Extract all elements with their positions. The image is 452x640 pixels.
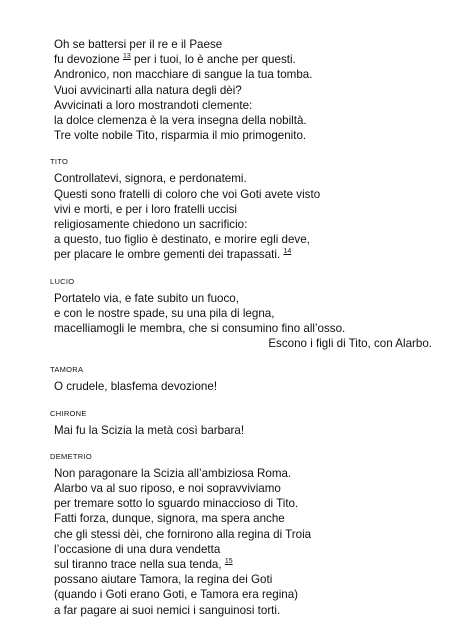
line-text: Fatti forza, dunque, signora, ma spera anche (54, 512, 285, 526)
verse-line (54, 232, 432, 247)
speaker-name: CHIRONE (50, 408, 87, 418)
verse-line (54, 306, 432, 321)
footnote-link[interactable]: 13 (122, 53, 131, 61)
line-text: l’occasione di una dura vendetta (54, 542, 221, 556)
verse-lines (50, 466, 432, 618)
verse-lines (50, 291, 432, 352)
speech-block (50, 157, 432, 262)
line-text: Escono i figli di Tito, con Alarbo. (268, 337, 432, 351)
speaker-name: DEMETRIO (50, 451, 92, 461)
line-text: e con le nostre spade, su una pila di legna, (54, 306, 275, 320)
line-text: la dolce clemenza è la vera insegna della nobiltà. (54, 114, 307, 128)
verse-line (54, 542, 432, 557)
line-text: fu devozione (54, 53, 120, 67)
verse-line (54, 52, 432, 67)
line-text: O crudele, blasfema devozione! (54, 380, 218, 394)
verse-line (54, 321, 432, 336)
verse-line (54, 202, 432, 217)
verse-lines (50, 423, 432, 438)
line-text: (quando i Goti erano Goti, e Tamora era regina) (54, 588, 299, 602)
verse-line (54, 171, 432, 186)
verse-lines (50, 379, 432, 394)
line-text-continued: per i tuoi, lo è anche per questi. (130, 53, 296, 67)
verse-line (54, 481, 432, 496)
speaker-name: TAMORA (50, 365, 84, 375)
line-text: Questi sono fratelli di coloro che voi Goti avete visto (54, 187, 321, 201)
speech-block (50, 409, 432, 438)
line-text: a questo, tuo figlio è destinato, e morire egli deve, (54, 233, 310, 247)
verse-line (54, 423, 432, 438)
line-text: macelliamogli le membra, che si consumino fino all’osso. (54, 322, 346, 336)
verse-line (54, 511, 432, 526)
verse-line (54, 128, 432, 143)
line-text: Non paragonare la Scizia all’ambiziosa Roma. (54, 466, 292, 480)
line-text: per tremare sotto lo sguardo minaccioso di Tito. (54, 497, 299, 511)
verse-line (54, 379, 432, 394)
verse-lines (50, 171, 432, 262)
speaker-name: TITO (50, 157, 69, 167)
line-text: religiosamente chiedono un sacrificio: (54, 218, 248, 232)
footnote-link[interactable]: 15 (224, 558, 233, 566)
line-text: Controllatevi, signora, e perdonatemi. (54, 172, 247, 186)
verse-line (54, 247, 432, 262)
line-text: Alarbo va al suo riposo, e noi sopravviviamo (54, 482, 281, 496)
speech-block (50, 37, 432, 143)
speech-block (50, 277, 432, 352)
verse-line (54, 187, 432, 202)
verse-line (54, 83, 432, 98)
speech-block (50, 365, 432, 394)
line-text: Andronico, non macchiare di sangue la tua tomba. (54, 68, 313, 82)
verse-line (54, 98, 432, 113)
verse-line (54, 527, 432, 542)
verse-line (54, 291, 432, 306)
line-text: per placare le ombre gementi dei trapassati. (54, 248, 281, 262)
verse-line (54, 587, 432, 602)
footnote-link[interactable]: 14 (283, 248, 292, 256)
speech-block (50, 452, 432, 618)
line-text: a far pagare ai suoi nemici i sanguinosi torti. (54, 603, 281, 617)
line-text: Mai fu la Scizia la metà così barbara! (54, 423, 245, 437)
line-text: che gli stessi dèi, che fornirono alla regina di Troia (54, 527, 312, 541)
verse-line (54, 557, 432, 572)
line-text: Portatelo via, e fate subito un fuoco, (54, 291, 239, 305)
line-text: Oh se battersi per il re e il Paese (54, 38, 223, 51)
verse-line (54, 217, 432, 232)
speaker-name: LUCIO (50, 276, 75, 286)
line-text: Vuoi avvicinarti alla natura degli dèi? (54, 83, 242, 97)
line-text: vivi e morti, e per i loro fratelli uccisi (54, 202, 237, 216)
line-text: Avvicinati a loro mostrandoti clemente: (54, 98, 253, 112)
verse-line (54, 496, 432, 511)
line-text: sul tiranno trace nella sua tenda, (54, 558, 222, 572)
verse-line (54, 67, 432, 82)
line-text: Tre volte nobile Tito, risparmia il mio primogenito. (54, 129, 307, 143)
verse-lines (50, 37, 432, 143)
verse-line (54, 603, 432, 618)
verse-line (54, 113, 432, 128)
verse-line (54, 572, 432, 587)
verse-line (54, 37, 432, 52)
stage-direction (54, 336, 432, 351)
line-text: possano aiutare Tamora, la regina dei Goti (54, 573, 273, 587)
verse-line (54, 466, 432, 481)
